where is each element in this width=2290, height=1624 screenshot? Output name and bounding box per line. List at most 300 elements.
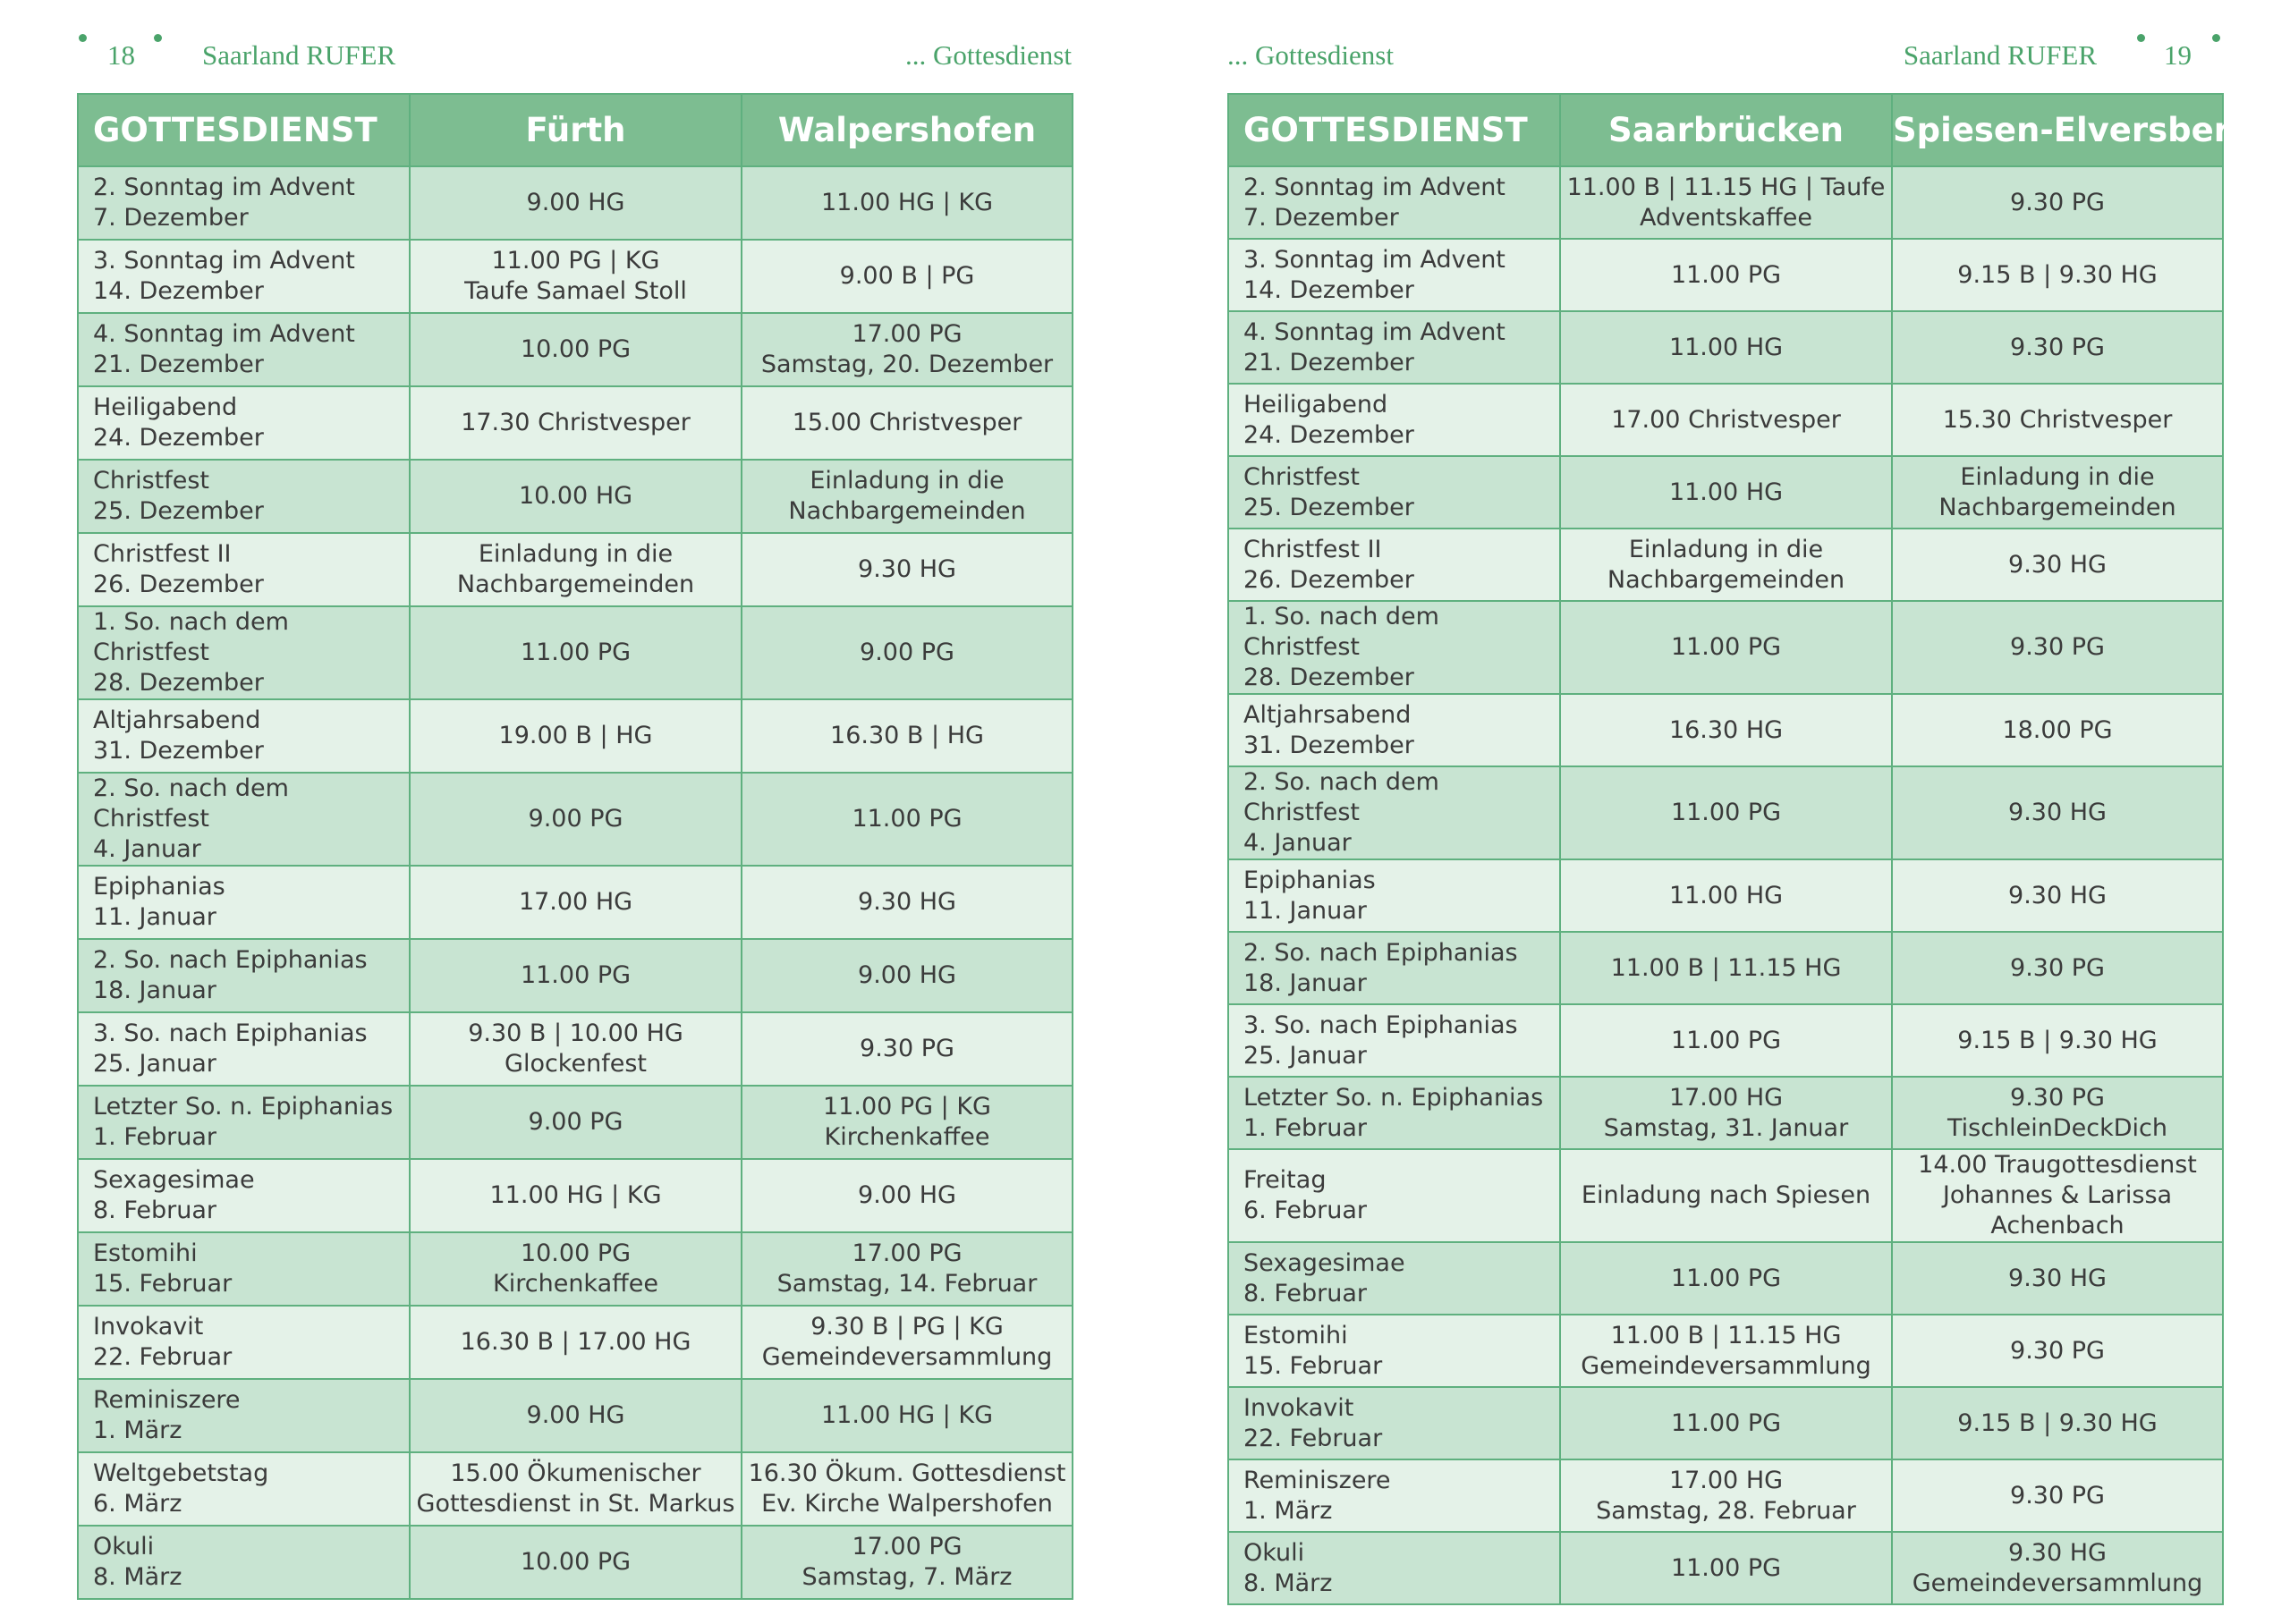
service-time-cell xyxy=(1892,1532,2223,1604)
cell-line: Altjahrsabend xyxy=(93,706,261,734)
cell-line: 9.30 PG xyxy=(2010,633,2105,661)
column-header: Walpershofen xyxy=(742,94,1073,166)
service-name-cell xyxy=(1228,1459,1560,1532)
cell-line: Taufe Samael Stoll xyxy=(464,277,687,305)
table-row xyxy=(78,1232,1073,1306)
service-time-cell xyxy=(1892,1387,2223,1459)
cell-line: Reminiszere xyxy=(93,1386,241,1414)
cell-line: 11.00 PG xyxy=(1670,799,1782,826)
service-time-cell xyxy=(410,1452,742,1526)
cell-line: 17.00 PG xyxy=(852,320,963,348)
cell-line: 25. Januar xyxy=(1243,1041,1367,1070)
table-row xyxy=(1228,384,2223,456)
cell-line: 11. Januar xyxy=(93,903,216,931)
table-row xyxy=(78,1306,1073,1379)
cell-line: 9.30 PG xyxy=(860,1035,954,1062)
service-time-cell xyxy=(742,1159,1073,1232)
cell-line: 9.30 HG xyxy=(2008,1264,2107,1292)
cell-line: 9.00 HG xyxy=(526,1401,625,1429)
service-time-cell xyxy=(410,606,742,699)
cell-line: 9.30 B | 10.00 HG xyxy=(468,1019,683,1047)
service-time-cell xyxy=(742,606,1073,699)
cell-line: Johannes & Larissa xyxy=(1942,1181,2173,1209)
table-row xyxy=(78,606,1073,699)
cell-line: 11.00 PG xyxy=(1670,1553,1782,1582)
cell-line: Altjahrsabend xyxy=(1243,700,1412,729)
table-row xyxy=(78,386,1073,460)
cell-line: 26. Dezember xyxy=(93,571,264,598)
service-time-cell xyxy=(1560,166,1892,239)
cell-line: 17.30 Christvesper xyxy=(461,409,691,436)
service-name-cell xyxy=(78,1086,410,1159)
cell-line: 31. Dezember xyxy=(93,737,264,765)
table-row xyxy=(78,1159,1073,1232)
cell-line: 16.30 HG xyxy=(1668,715,1784,744)
service-time-cell xyxy=(410,1086,742,1159)
cell-line: 10.00 HG xyxy=(518,482,633,510)
table-row xyxy=(1228,456,2223,529)
cell-line: 11.00 PG xyxy=(1670,1408,1782,1437)
magazine-title: Saarland RUFER xyxy=(1903,39,2097,71)
table-row xyxy=(1228,1004,2223,1077)
cell-line: 26. Dezember xyxy=(1243,565,1414,594)
service-name-cell xyxy=(1228,1387,1560,1459)
service-time-cell xyxy=(742,240,1073,313)
table-row xyxy=(78,866,1073,939)
service-time-cell xyxy=(1560,1242,1892,1315)
cell-line: 6. Februar xyxy=(1243,1197,1368,1224)
cell-line: 15. Februar xyxy=(93,1270,233,1298)
cell-line: 7. Dezember xyxy=(93,204,249,232)
service-time-cell xyxy=(742,313,1073,386)
service-name-cell xyxy=(1228,1077,1560,1149)
table-row xyxy=(78,773,1073,866)
cell-line: Gemeindeversammlung xyxy=(1581,1351,1871,1380)
cell-line: 2. So. nach dem Christfest xyxy=(1243,768,1439,826)
cell-line: Einladung in die xyxy=(1960,462,2155,491)
service-time-cell xyxy=(1560,1532,1892,1604)
service-name-cell xyxy=(1228,694,1560,766)
cell-line: 4. Sonntag im Advent xyxy=(93,320,355,348)
cell-line: 9.00 PG xyxy=(528,805,623,833)
cell-line: 25. Dezember xyxy=(1243,493,1414,521)
table-row xyxy=(1228,1532,2223,1604)
service-time-cell xyxy=(1560,932,1892,1004)
cell-line: 1. Februar xyxy=(1243,1113,1368,1142)
cell-line: Okuli xyxy=(93,1533,155,1561)
cell-line: 25. Dezember xyxy=(93,497,264,525)
service-time-cell xyxy=(1892,1242,2223,1315)
service-name-cell xyxy=(78,240,410,313)
cell-line: Heiligabend xyxy=(1243,390,1388,419)
service-time-cell xyxy=(410,1012,742,1086)
cell-line: 31. Dezember xyxy=(1243,731,1414,759)
cell-line: Letzter So. n. Epiphanias xyxy=(1243,1083,1544,1112)
cell-line: Reminiszere xyxy=(1243,1466,1391,1494)
cell-line: 2. So. nach Epiphanias xyxy=(93,946,368,974)
cell-line: 9.30 B | PG | KG xyxy=(810,1313,1004,1341)
service-time-cell xyxy=(742,1232,1073,1306)
cell-line: 10.00 PG xyxy=(520,1548,632,1576)
cell-line: 9.30 PG xyxy=(2010,188,2105,216)
bullet-icon xyxy=(2137,34,2145,42)
cell-line: 3. Sonntag im Advent xyxy=(1243,245,1505,274)
cell-line: Glockenfest xyxy=(505,1050,647,1078)
cell-line: Einladung nach Spiesen xyxy=(1581,1181,1871,1209)
cell-line: 2. So. nach Epiphanias xyxy=(1243,938,1518,967)
service-time-cell xyxy=(742,1526,1073,1599)
cell-line: 3. So. nach Epiphanias xyxy=(1243,1011,1518,1039)
cell-line: 1. So. nach dem Christfest xyxy=(93,608,289,666)
table-row xyxy=(1228,932,2223,1004)
service-time-cell xyxy=(1560,1077,1892,1149)
table-header-row xyxy=(1228,94,2223,166)
service-time-cell xyxy=(1892,456,2223,529)
right-page xyxy=(1227,0,2254,1624)
service-time-cell xyxy=(1560,311,1892,384)
cell-line: Letzter So. n. Epiphanias xyxy=(93,1093,394,1121)
table-row xyxy=(1228,311,2223,384)
table-row xyxy=(78,1526,1073,1599)
cell-line: 9.30 PG xyxy=(2010,953,2105,982)
cell-line: 17.00 HG xyxy=(518,888,633,916)
service-name-cell xyxy=(1228,1315,1560,1387)
cell-line: Ev. Kirche Walpershofen xyxy=(761,1490,1053,1518)
service-time-cell xyxy=(410,1232,742,1306)
cell-line: 7. Dezember xyxy=(1243,203,1399,232)
table-header-row xyxy=(78,94,1073,166)
service-time-cell xyxy=(1560,1149,1892,1242)
cell-line: 9.30 HG xyxy=(2008,799,2107,826)
service-time-cell xyxy=(1892,932,2223,1004)
cell-line: 17.00 PG xyxy=(852,1239,963,1267)
page-number: 19 xyxy=(2164,39,2192,71)
service-time-cell xyxy=(410,1379,742,1452)
service-time-cell xyxy=(1892,239,2223,311)
table-row xyxy=(78,166,1073,240)
page-number: 18 xyxy=(107,39,135,71)
service-time-cell xyxy=(1892,859,2223,932)
cell-line: 11.00 PG xyxy=(852,805,963,833)
table-row xyxy=(1228,859,2223,932)
cell-line: 11.00 HG xyxy=(1668,881,1784,909)
cell-line: 11.00 PG xyxy=(1670,633,1782,661)
service-name-cell xyxy=(1228,766,1560,859)
service-time-cell xyxy=(742,939,1073,1012)
cell-line: 15.00 Christvesper xyxy=(792,409,1022,436)
cell-line: 28. Dezember xyxy=(1243,664,1414,691)
service-time-cell xyxy=(1892,1459,2223,1532)
cell-line: Freitag xyxy=(1243,1166,1327,1194)
service-time-cell xyxy=(742,1012,1073,1086)
column-header: Spiesen-Elversberg xyxy=(1892,94,2223,166)
cell-line: 9.00 PG xyxy=(528,1108,623,1136)
cell-line: Nachbargemeinden xyxy=(456,571,695,598)
service-time-cell xyxy=(742,460,1073,533)
cell-line: 18. Januar xyxy=(93,977,216,1004)
cell-line: Epiphanias xyxy=(93,873,225,901)
service-time-cell xyxy=(742,533,1073,606)
cell-line: 11.00 PG xyxy=(1670,1264,1782,1292)
cell-line: Estomihi xyxy=(93,1239,198,1267)
service-name-cell xyxy=(78,699,410,773)
cell-line: Nachbargemeinden xyxy=(788,497,1026,525)
service-time-cell xyxy=(1560,1387,1892,1459)
cell-line: 1. März xyxy=(93,1417,182,1444)
service-time-cell xyxy=(1560,456,1892,529)
service-time-cell xyxy=(410,773,742,866)
cell-line: 9.00 HG xyxy=(858,1181,956,1209)
cell-line: Kirchenkaffee xyxy=(493,1270,658,1298)
cell-line: 24. Dezember xyxy=(1243,420,1414,449)
cell-line: 9.30 HG xyxy=(2008,550,2107,579)
cell-line: Samstag, 20. Dezember xyxy=(760,351,1054,378)
service-time-cell xyxy=(1892,384,2223,456)
cell-line: 8. Februar xyxy=(93,1197,217,1224)
cell-line: 18.00 PG xyxy=(2002,715,2113,744)
service-time-cell xyxy=(1892,311,2223,384)
cell-line: TischleinDeckDich xyxy=(1946,1113,2168,1142)
cell-line: 11.00 HG | KG xyxy=(821,189,993,216)
cell-line: 11.00 PG xyxy=(520,639,632,666)
service-time-cell xyxy=(1892,1004,2223,1077)
cell-line: 24. Dezember xyxy=(93,424,264,452)
service-time-cell xyxy=(410,699,742,773)
cell-line: 11.00 HG | KG xyxy=(821,1401,993,1429)
table-row xyxy=(1228,601,2223,694)
cell-line: Kirchenkaffee xyxy=(824,1123,990,1151)
service-name-cell xyxy=(78,939,410,1012)
cell-line: 9.30 PG xyxy=(2010,1083,2105,1112)
service-time-cell xyxy=(1892,166,2223,239)
cell-line: Christfest II xyxy=(93,540,232,568)
cell-line: 19.00 B | HG xyxy=(498,722,653,749)
cell-line: 11.00 PG | KG xyxy=(823,1093,991,1121)
cell-line: 4. Januar xyxy=(93,835,201,863)
page-header xyxy=(1227,34,2222,77)
service-name-cell xyxy=(78,773,410,866)
table-row xyxy=(1228,1387,2223,1459)
service-name-cell xyxy=(1228,932,1560,1004)
cell-line: 14.00 Traugottesdienst xyxy=(1918,1151,2197,1179)
cell-line: Samstag, 7. März xyxy=(802,1563,1013,1591)
service-name-cell xyxy=(1228,529,1560,601)
table-row xyxy=(1228,694,2223,766)
cell-line: 18. Januar xyxy=(1243,968,1367,997)
schedule-table xyxy=(1227,93,2254,1605)
cell-line: 4. Januar xyxy=(1243,829,1352,857)
cell-line: 2. Sonntag im Advent xyxy=(93,173,355,201)
service-time-cell xyxy=(1892,601,2223,694)
cell-line: 11.00 PG xyxy=(520,961,632,989)
service-name-cell xyxy=(1228,311,1560,384)
service-time-cell xyxy=(1560,529,1892,601)
table-row xyxy=(1228,1315,2223,1387)
cell-line: 4. Sonntag im Advent xyxy=(1243,317,1505,346)
table-row xyxy=(1228,1459,2223,1532)
cell-line: 11.00 B | 11.15 HG | Taufe xyxy=(1566,173,1886,201)
cell-line: 2. Sonntag im Advent xyxy=(1243,173,1505,201)
bullet-icon xyxy=(79,34,87,42)
service-name-cell xyxy=(78,1526,410,1599)
cell-line: Gemeindeversammlung xyxy=(761,1343,1053,1371)
section-title: ... Gottesdienst xyxy=(905,39,1072,71)
page-header xyxy=(77,34,1072,77)
service-time-cell xyxy=(1560,694,1892,766)
service-time-cell xyxy=(410,386,742,460)
service-name-cell xyxy=(1228,239,1560,311)
service-time-cell xyxy=(1560,1315,1892,1387)
cell-line: 10.00 PG xyxy=(520,335,632,363)
service-time-cell xyxy=(410,1159,742,1232)
cell-line: Gemeindeversammlung xyxy=(1912,1569,2203,1597)
cell-line: 15. Februar xyxy=(1243,1351,1383,1380)
cell-line: 9.00 PG xyxy=(860,639,954,666)
cell-line: 11.00 PG xyxy=(1670,1026,1782,1054)
schedule-table xyxy=(77,93,1073,1600)
cell-line: 8. März xyxy=(1243,1569,1333,1597)
magazine-title: Saarland RUFER xyxy=(202,39,396,71)
table-row xyxy=(78,939,1073,1012)
cell-line: Epiphanias xyxy=(1243,866,1376,894)
service-name-cell xyxy=(78,606,410,699)
cell-line: 21. Dezember xyxy=(93,351,264,378)
bullet-icon xyxy=(2212,34,2220,42)
service-name-cell xyxy=(1228,1242,1560,1315)
cell-line: Christfest II xyxy=(1243,535,1382,563)
service-name-cell xyxy=(78,1306,410,1379)
cell-line: 22. Februar xyxy=(93,1343,233,1371)
cell-line: 11.00 B | 11.15 HG xyxy=(1610,953,1842,982)
cell-line: Samstag, 31. Januar xyxy=(1603,1113,1849,1142)
service-time-cell xyxy=(1892,766,2223,859)
service-time-cell xyxy=(1560,384,1892,456)
section-title: ... Gottesdienst xyxy=(1227,39,1394,71)
service-name-cell xyxy=(78,386,410,460)
cell-line: 9.30 HG xyxy=(858,888,956,916)
cell-line: 16.30 Ökum. Gottesdienst xyxy=(748,1459,1066,1487)
cell-line: Invokavit xyxy=(1243,1393,1354,1422)
service-time-cell xyxy=(742,699,1073,773)
service-name-cell xyxy=(78,460,410,533)
cell-line: 21. Dezember xyxy=(1243,348,1414,376)
cell-line: 8. Februar xyxy=(1243,1279,1368,1307)
cell-line: Heiligabend xyxy=(93,393,238,421)
service-time-cell xyxy=(410,1306,742,1379)
service-time-cell xyxy=(742,1306,1073,1379)
cell-line: 9.00 HG xyxy=(858,961,956,989)
cell-line: Invokavit xyxy=(93,1313,204,1341)
cell-line: Nachbargemeinden xyxy=(1938,493,2176,521)
cell-line: 9.00 B | PG xyxy=(839,262,975,290)
column-header: GOTTESDIENST xyxy=(78,94,410,166)
cell-line: 11.00 B | 11.15 HG xyxy=(1610,1321,1842,1349)
service-name-cell xyxy=(78,166,410,240)
service-time-cell xyxy=(1560,766,1892,859)
service-time-cell xyxy=(410,866,742,939)
cell-line: 17.00 HG xyxy=(1668,1466,1784,1494)
service-time-cell xyxy=(410,460,742,533)
service-name-cell xyxy=(78,313,410,386)
service-name-cell xyxy=(78,1232,410,1306)
cell-line: Okuli xyxy=(1243,1538,1305,1567)
cell-line: Einladung in die xyxy=(478,540,674,568)
table-row xyxy=(1228,166,2223,239)
service-time-cell xyxy=(742,1379,1073,1452)
cell-line: 9.15 B | 9.30 HG xyxy=(1957,1026,2158,1054)
cell-line: Adventskaffee xyxy=(1639,203,1813,232)
table-row xyxy=(1228,766,2223,859)
table-row xyxy=(1228,529,2223,601)
cell-line: 1. März xyxy=(1243,1496,1333,1525)
service-time-cell xyxy=(410,240,742,313)
service-time-cell xyxy=(410,533,742,606)
cell-line: 11. Januar xyxy=(1243,896,1367,925)
cell-line: Christfest xyxy=(93,467,209,495)
cell-line: 22. Februar xyxy=(1243,1424,1383,1452)
service-name-cell xyxy=(1228,859,1560,932)
cell-line: 14. Dezember xyxy=(93,277,264,305)
cell-line: Einladung in die xyxy=(1628,535,1824,563)
service-time-cell xyxy=(1560,1004,1892,1077)
service-time-cell xyxy=(742,166,1073,240)
service-time-cell xyxy=(742,1086,1073,1159)
service-time-cell xyxy=(410,313,742,386)
service-time-cell xyxy=(1560,601,1892,694)
cell-line: Christfest xyxy=(1243,462,1360,491)
cell-line: 11.00 PG xyxy=(1670,260,1782,289)
service-time-cell xyxy=(1892,1077,2223,1149)
cell-line: 9.30 PG xyxy=(2010,333,2105,361)
cell-line: 25. Januar xyxy=(93,1050,216,1078)
cell-line: 2. So. nach dem Christfest xyxy=(93,774,289,833)
cell-line: 15.00 Ökumenischer xyxy=(450,1459,701,1487)
table-row xyxy=(78,313,1073,386)
service-name-cell xyxy=(1228,384,1560,456)
cell-line: 9.30 HG xyxy=(2008,881,2107,909)
cell-line: 9.30 HG xyxy=(858,555,956,583)
table-row xyxy=(1228,1077,2223,1149)
cell-line: 1. Februar xyxy=(93,1123,217,1151)
cell-line: 17.00 Christvesper xyxy=(1611,405,1841,434)
service-time-cell xyxy=(742,386,1073,460)
table-row xyxy=(1228,239,2223,311)
cell-line: 11.00 PG | KG xyxy=(491,247,660,275)
service-name-cell xyxy=(1228,456,1560,529)
service-name-cell xyxy=(78,866,410,939)
service-time-cell xyxy=(410,1526,742,1599)
service-name-cell xyxy=(78,1159,410,1232)
table-row xyxy=(78,533,1073,606)
cell-line: 6. März xyxy=(93,1490,182,1518)
cell-line: Estomihi xyxy=(1243,1321,1348,1349)
service-name-cell xyxy=(78,1379,410,1452)
service-time-cell xyxy=(1892,529,2223,601)
table-row xyxy=(78,460,1073,533)
cell-line: 15.30 Christvesper xyxy=(1942,405,2173,434)
column-header: Saarbrücken xyxy=(1560,94,1892,166)
service-name-cell xyxy=(1228,1532,1560,1604)
service-time-cell xyxy=(1892,694,2223,766)
service-name-cell xyxy=(1228,1004,1560,1077)
service-time-cell xyxy=(742,866,1073,939)
table-row xyxy=(78,1452,1073,1526)
bullet-icon xyxy=(154,34,162,42)
cell-line: 3. So. nach Epiphanias xyxy=(93,1019,368,1047)
service-name-cell xyxy=(78,533,410,606)
cell-line: Gottesdienst in St. Markus xyxy=(416,1490,735,1518)
service-time-cell xyxy=(410,939,742,1012)
